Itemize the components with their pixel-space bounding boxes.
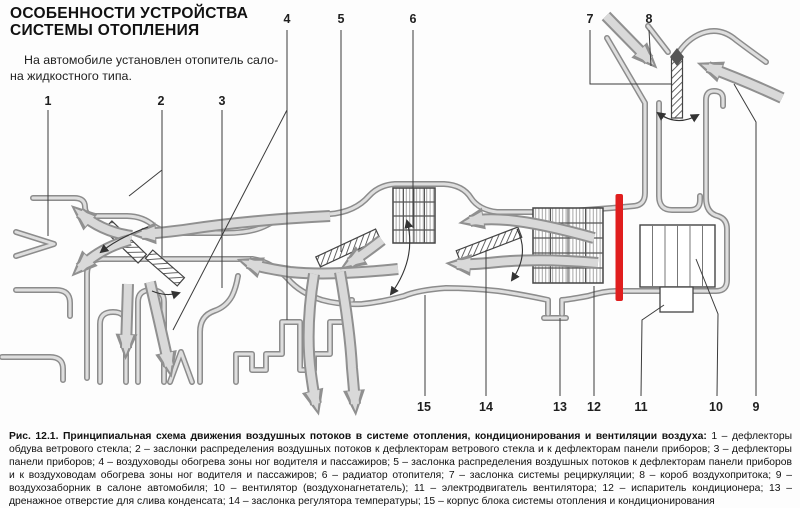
- callout-5: 5: [337, 12, 345, 26]
- duct-walls-outline: [2, 26, 766, 382]
- fan-motor: [660, 287, 693, 312]
- figure-caption: [9, 431, 792, 508]
- callout-3: 3: [218, 94, 226, 108]
- evaporator-out-left-arrow: [457, 260, 598, 264]
- callout-4: 4: [283, 12, 291, 26]
- rear-footwell-arrow-left: [309, 274, 316, 404]
- defroster-down-arrow: [80, 240, 130, 268]
- callout-2: 2: [157, 94, 165, 108]
- intro-line-2: на жидкостного типа.: [10, 68, 132, 83]
- fresh-air-intake-arrow: [606, 16, 649, 60]
- callout-14: 14: [479, 400, 493, 414]
- recirculation-flap: [670, 48, 684, 118]
- footwell-down-arrow-left: [126, 284, 128, 348]
- rear-footwell-arrow-right: [340, 272, 355, 404]
- title-line-1: ОСОБЕННОСТИ УСТРОЙСТВА: [10, 5, 249, 22]
- title-line-2: СИСТЕМЫ ОТОПЛЕНИЯ: [10, 21, 200, 39]
- callout-11: 11: [634, 400, 648, 414]
- duct-walls-core: [2, 26, 766, 382]
- callout-13: 13: [553, 400, 567, 414]
- ac-evaporator: [533, 208, 603, 283]
- intro-line-1: На автомобиле установлен отопитель сало-: [24, 53, 279, 67]
- windshield-distribution-flap-lower: [146, 250, 185, 286]
- red-marker-line: [616, 194, 624, 301]
- callout-7: 7: [586, 12, 594, 26]
- caption-body: 1 – дефлекторы обдува ветрового стекла; 2 – заслонки распределения воздушных потоков к дефлекторам ветрового стекла и к дефлекторам панели приборов; 3 – дефлекторы панели приборов; 4 – воздуховоды обогрева зоны ног водителя и пассажиров; 5 – заслонка распределения воздушных потоков к дефлекторам панели приборов и к воздуховодам обогрева зоны ног водителя и пассажиров; 6 – радиатор отопителя; 7 – заслонка системы рециркуляции; 8 – короб воздухопритока; 9 – воздухозаборник в салоне автомобиля; 10 – вентилятор (воздухонагнетатель); 11 – электродвигатель вентилятора; 12 – испаритель кондиционера; 13 – дренажное отверстие для слива конденсата; 14 – заслонка регулятора температуры; 15 – корпус блока системы отопления и кондиционирования: [9, 431, 793, 507]
- callout-1: 1: [44, 94, 52, 108]
- callout-12: 12: [587, 400, 601, 414]
- callout-15: 15: [417, 400, 431, 414]
- heater-radiator: [393, 188, 435, 243]
- callout-9: 9: [752, 400, 760, 414]
- caption-lead: Рис. 12.1. Принципиальная схема движения воздушных потоков в системе отопления, кондиционирования и вентиляции воздуха:: [9, 431, 707, 442]
- callout-10: 10: [709, 400, 723, 414]
- callout-6: 6: [409, 12, 417, 26]
- callout-8: 8: [645, 12, 653, 26]
